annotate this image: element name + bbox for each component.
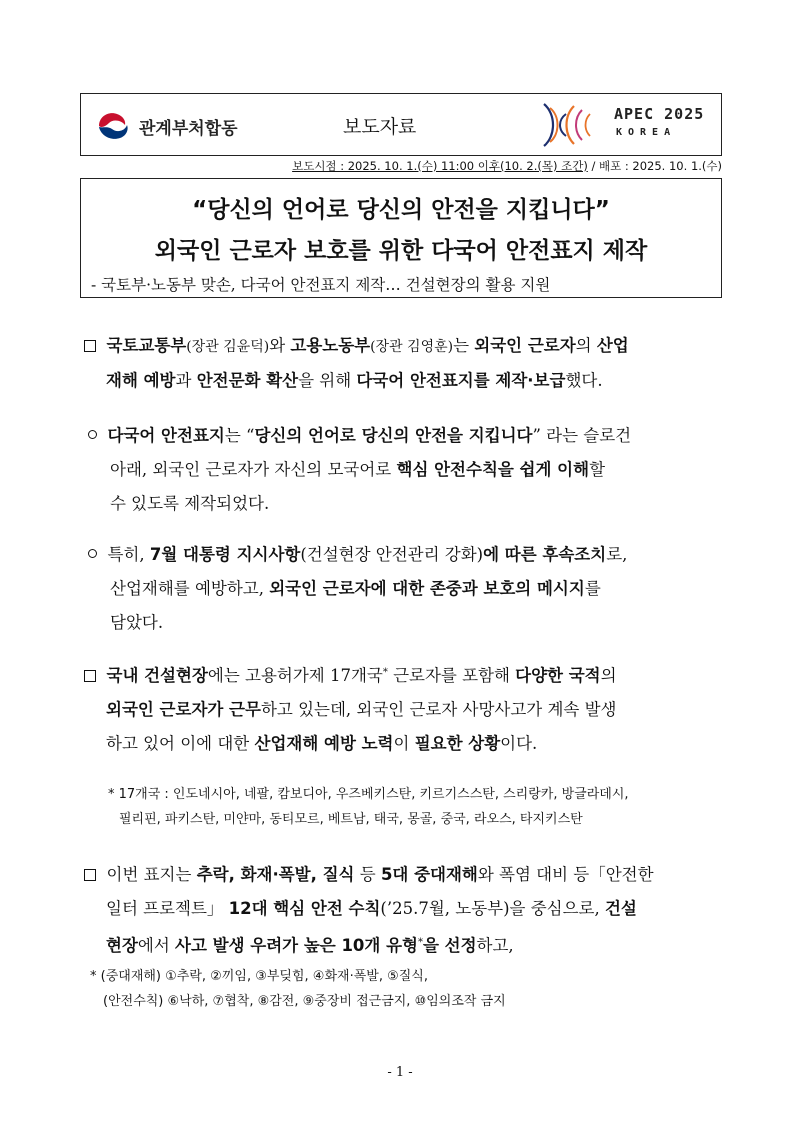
- apec-title: APEC 2025: [614, 105, 705, 123]
- headline-slogan: “당신의 언어로 당신의 안전을 지킵니다”: [192, 197, 610, 223]
- headline-subtitle: - 국토부·노동부 맞손, 다국어 안전표지 제작… 건설현장의 활용 지원: [91, 276, 551, 294]
- square-bullet-icon: [84, 340, 96, 352]
- circle-bullet-icon: [88, 430, 97, 439]
- org-name: 관계부처합동: [139, 119, 238, 139]
- paragraph-2: 다국어 안전표지는 “당신의 언어로 당신의 안전을 지킵니다” 라는 슬로건 아래, 외국인 근로자가 자신의 모국어로 핵심 안전수칙을 쉽게 이해할 수 있도록 제작되었다.: [88, 419, 631, 521]
- headline-main: 외국인 근로자 보호를 위한 다국어 안전표지 제작: [154, 238, 648, 264]
- circle-bullet-icon: [88, 549, 97, 558]
- page-number: - 1 -: [387, 1065, 413, 1080]
- square-bullet-icon: [84, 869, 96, 881]
- release-info: [292, 158, 722, 174]
- footnote-types: * (중대재해) ①추락, ②끼임, ③부딪힘, ④화재·폭발, ⑤질식, (안전수칙) ⑥낙하, ⑦협착, ⑧감전, ⑨중장비 접근금지, ⑩임의조작 금지: [90, 969, 506, 1009]
- release-time: 보도시점 : 2025. 10. 1.(수) 11:00 이후(10. 2.(목) 조간): [292, 159, 588, 173]
- square-bullet-icon: [84, 670, 96, 682]
- government-emblem-icon: [95, 108, 131, 142]
- doc-type-label: 보도자료: [343, 116, 417, 138]
- title-box: [80, 178, 722, 298]
- paragraph-4: 국내 건설현장에는 고용허가제 17개국* 근로자를 포함해 다양한 국적의 외국인 근로자가 근무하고 있는데, 외국인 근로자 사망사고가 계속 발생 하고 있어 이에 대한 산업재해 예방 노력이 필요한 상황이다.: [84, 656, 617, 761]
- apec-logo-icon: [536, 100, 596, 150]
- paragraph-3: 특히, 7월 대통령 지시사항(건설현장 안전관리 강화)에 따른 후속조치로, 산업재해를 예방하고, 외국인 근로자에 대한 존중과 보호의 메시지를 담았다.: [88, 538, 627, 640]
- apec-subtitle: KOREA: [616, 127, 677, 138]
- distribution-date: / 배포 : 2025. 10. 1.(수): [587, 159, 722, 173]
- paragraph-5: 이번 표지는 추락, 화재·폭발, 질식 등 5대 중대재해와 폭염 대비 등「안전한 일터 프로젝트」 12대 핵심 안전 수칙(’25.7월, 노동부)을 중심으로, 건설 현장에서 사고 발생 우려가 높은 10개 유형*을 선정하고,: [84, 858, 654, 963]
- paragraph-1: 국토교통부(장관 김윤덕)와 고용노동부(장관 김영훈)는 외국인 근로자의 산업 재해 예방과 안전문화 확산을 위해 다국어 안전표지를 제작·보급했다.: [84, 329, 629, 398]
- header-box: [80, 93, 722, 156]
- footnote-countries: * 17개국 : 인도네시아, 네팔, 캄보디아, 우즈베키스탄, 키르기스스탄, 스리랑카, 방글라데시, 필리핀, 파키스탄, 미얀마, 동티모르, 베트남, 태국, 몽골, 중국, 라오스, 타지키스탄: [108, 787, 629, 827]
